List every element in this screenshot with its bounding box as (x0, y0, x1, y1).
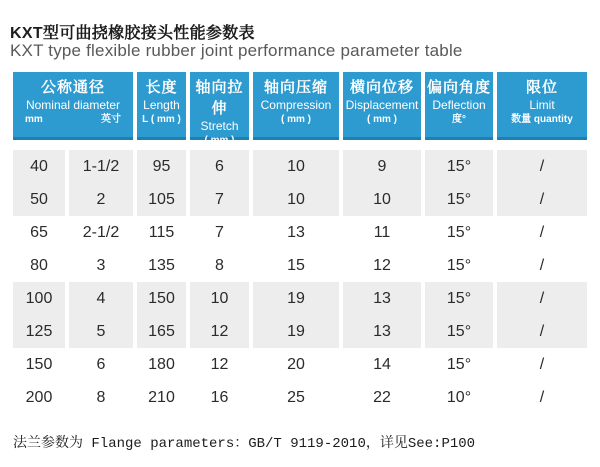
header-nominal-diameter (13, 72, 133, 140)
header-zh-label: 偏向角度 (426, 79, 491, 96)
table-cell: 125 (13, 315, 65, 348)
table-cell: 5 (69, 315, 133, 348)
table-header-row (13, 72, 587, 146)
header-zh-label: 轴向拉伸 (195, 79, 244, 117)
table-cell: 150 (137, 282, 186, 315)
table-cell: 15° (425, 282, 493, 315)
header-zh-label: 轴向压缩 (263, 79, 328, 96)
table-cell: 8 (190, 249, 249, 282)
table-cell: 2 (69, 183, 133, 216)
page-title: KXT型可曲挠橡胶接头性能参数表 (10, 25, 255, 42)
table-cell: 12 (190, 315, 249, 348)
header-length (137, 72, 186, 140)
header-zh-label: 公称通径 (40, 79, 105, 96)
table-cell: 135 (137, 249, 186, 282)
table-cell: 15° (425, 183, 493, 216)
header-en-label: Displacement (345, 98, 419, 112)
table-cell: 10° (425, 381, 493, 414)
table-cell: 10 (343, 183, 421, 216)
table-cell: 22 (343, 381, 421, 414)
table-cell: 95 (137, 150, 186, 183)
table-cell: 3 (69, 249, 133, 282)
table-cell: / (497, 282, 587, 315)
table-cell: / (497, 381, 587, 414)
header-unit-mm: mm (25, 114, 43, 125)
header-zh-label: 横向位移 (349, 79, 414, 96)
header-zh-label: 长度 (145, 79, 178, 96)
header-unit-label: 数量 quantity (511, 114, 573, 125)
table-cell: 165 (137, 315, 186, 348)
table-cell: 150 (13, 348, 65, 381)
header-zh-label: 限位 (525, 79, 558, 96)
table-cell: 12 (190, 348, 249, 381)
header-en-label: Compression (260, 98, 332, 112)
table-cell: 1-1/2 (69, 150, 133, 183)
table-cell: 15° (425, 150, 493, 183)
table-cell: 50 (13, 183, 65, 216)
table-cell: / (497, 249, 587, 282)
header-en-label: Deflection (432, 98, 486, 112)
header-unit-label (13, 113, 133, 127)
header-unit-label: L ( mm ) (142, 114, 181, 125)
footer-note: 法兰参数为 Flange parameters：GB/T 9119-2010，详见See:P100 (13, 436, 476, 452)
table-cell: 100 (13, 282, 65, 315)
table-cell: 14 (343, 348, 421, 381)
table-cell: 15° (425, 249, 493, 282)
table-cell: 15 (253, 249, 339, 282)
table-body (13, 150, 587, 414)
table-cell: 13 (253, 216, 339, 249)
table-cell: 15° (425, 315, 493, 348)
table-cell: 19 (253, 282, 339, 315)
table-cell: 15° (425, 348, 493, 381)
table-cell: 19 (253, 315, 339, 348)
table-cell: 15° (425, 216, 493, 249)
header-en-label: Stretch (200, 119, 239, 133)
page-subtitle: KXT type flexible rubber joint performance parameter table (10, 41, 463, 60)
header-displacement (343, 72, 421, 140)
table-cell: 9 (343, 150, 421, 183)
table-cell: 10 (190, 282, 249, 315)
table-cell: 10 (253, 150, 339, 183)
table-cell: 40 (13, 150, 65, 183)
header-stretch (190, 72, 249, 146)
header-compression (253, 72, 339, 140)
table-cell: / (497, 183, 587, 216)
table-cell: 8 (69, 381, 133, 414)
header-en-label: Length (143, 98, 180, 112)
table-cell: 7 (190, 216, 249, 249)
table-cell: 115 (137, 216, 186, 249)
table-cell: / (497, 348, 587, 381)
header-unit-inch: 英寸 (101, 114, 121, 125)
header-limit (497, 72, 587, 140)
table-cell: 13 (343, 282, 421, 315)
table-cell: 200 (13, 381, 65, 414)
table-cell: 65 (13, 216, 65, 249)
header-deflection (425, 72, 493, 140)
table-cell: 12 (343, 249, 421, 282)
table-cell: / (497, 150, 587, 183)
table-cell: / (497, 216, 587, 249)
table-cell: 13 (343, 315, 421, 348)
header-unit-label: 度° (452, 114, 466, 125)
parameter-table (13, 72, 587, 414)
table-cell: 6 (69, 348, 133, 381)
table-cell: 10 (253, 183, 339, 216)
header-unit-label: ( mm ) (281, 114, 311, 125)
table-cell: 20 (253, 348, 339, 381)
table-cell: 4 (69, 282, 133, 315)
table-cell: 7 (190, 183, 249, 216)
header-unit-label: ( mm ) (367, 114, 397, 125)
table-cell: 180 (137, 348, 186, 381)
table-cell: 2-1/2 (69, 216, 133, 249)
table-cell: 80 (13, 249, 65, 282)
header-en-label: Limit (529, 98, 555, 112)
header-en-label: Nominal diameter (25, 98, 121, 112)
header-unit-label: ( mm ) (204, 135, 235, 146)
table-cell: 16 (190, 381, 249, 414)
table-cell: 105 (137, 183, 186, 216)
table-cell: 25 (253, 381, 339, 414)
table-cell: 210 (137, 381, 186, 414)
table-cell: 6 (190, 150, 249, 183)
table-cell: 11 (343, 216, 421, 249)
table-cell: / (497, 315, 587, 348)
